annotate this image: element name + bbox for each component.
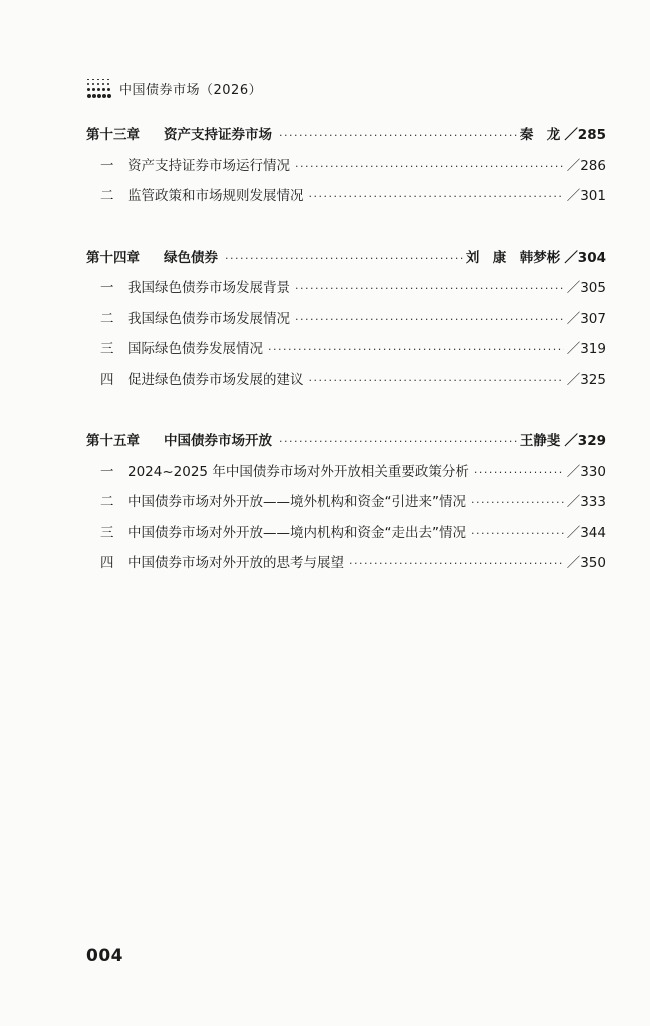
item-number: 一: [100, 280, 114, 296]
item-page: ／307: [566, 310, 606, 327]
dot-leader: [295, 274, 564, 305]
item-page: ／286: [566, 157, 606, 174]
dot-leader: [349, 549, 564, 580]
chapter-page: ／304: [564, 249, 606, 266]
chapter-row[interactable]: [86, 243, 606, 274]
toc-item[interactable]: [86, 181, 606, 212]
chapter-13: [86, 120, 606, 212]
toc-item[interactable]: [86, 304, 606, 335]
item-page: ／344: [566, 524, 606, 541]
item-number: 一: [100, 157, 114, 174]
item-page: ／325: [566, 371, 606, 388]
chapter-author: 王静斐: [519, 433, 561, 449]
item-number: 二: [100, 310, 114, 327]
item-number: 一: [100, 463, 114, 480]
item-number: 四: [100, 371, 114, 388]
dot-leader: [471, 488, 564, 519]
dot-leader: [471, 519, 564, 550]
item-page: ／319: [566, 341, 606, 357]
book-title: 中国债券市场（2026）: [119, 82, 263, 98]
item-title: 我国绿色债券市场发展背景: [128, 280, 290, 296]
item-title: 资产支持证券市场运行情况: [128, 157, 290, 174]
chapter-number: 第十五章: [86, 433, 140, 449]
toc-item[interactable]: [86, 365, 606, 396]
item-number: 三: [100, 524, 114, 541]
item-title: 监管政策和市场规则发展情况: [128, 188, 304, 204]
chapter-number: 第十三章: [86, 127, 140, 143]
item-page: ／333: [566, 494, 606, 510]
item-title: 我国绿色债券市场发展情况: [128, 310, 290, 327]
chapter-row[interactable]: [86, 426, 606, 457]
toc-item[interactable]: [86, 487, 606, 518]
item-page: ／350: [566, 555, 606, 571]
item-title: 促进绿色债券市场发展的建议: [128, 371, 304, 388]
page-number: 004: [86, 946, 123, 966]
toc-item[interactable]: [86, 334, 606, 365]
toc-item[interactable]: [86, 273, 606, 304]
chapter-title: 绿色债券: [164, 249, 218, 266]
toc-item[interactable]: [86, 518, 606, 549]
dot-leader: [474, 458, 564, 489]
running-header: [86, 70, 262, 106]
item-number: 四: [100, 555, 114, 571]
chapter-page: ／329: [564, 433, 606, 449]
chapter-title: 中国债券市场开放: [164, 433, 272, 449]
table-of-contents: [86, 120, 606, 610]
chapter-author: 刘 康 韩梦彬: [465, 249, 561, 266]
dot-grid-icon: [86, 78, 111, 99]
toc-item[interactable]: [86, 457, 606, 488]
item-page: ／330: [566, 463, 606, 480]
item-title: 中国债券市场对外开放——境外机构和资金“引进来”情况: [128, 494, 466, 510]
dot-leader: [279, 121, 517, 152]
dot-leader: [309, 366, 564, 397]
item-number: 二: [100, 188, 114, 204]
item-title: 2024~2025 年中国债券市场对外开放相关重要政策分析: [128, 463, 469, 480]
dot-leader: [279, 427, 517, 458]
toc-item[interactable]: [86, 151, 606, 182]
dot-leader: [225, 244, 463, 275]
item-page: ／301: [566, 188, 606, 204]
chapter-14: [86, 243, 606, 396]
item-number: 三: [100, 341, 114, 357]
chapter-author: 秦 龙: [519, 127, 561, 143]
dot-leader: [295, 305, 564, 336]
item-number: 二: [100, 494, 114, 510]
dot-leader: [309, 182, 564, 213]
item-title: 中国债券市场对外开放——境内机构和资金“走出去”情况: [128, 524, 466, 541]
toc-item[interactable]: [86, 548, 606, 579]
item-page: ／305: [566, 280, 606, 296]
chapter-page: ／285: [564, 127, 606, 143]
chapter-number: 第十四章: [86, 249, 140, 266]
item-title: 国际绿色债券发展情况: [128, 341, 263, 357]
dot-leader: [268, 335, 564, 366]
chapter-row[interactable]: [86, 120, 606, 151]
chapter-15: [86, 426, 606, 579]
chapter-title: 资产支持证券市场: [164, 127, 272, 143]
item-title: 中国债券市场对外开放的思考与展望: [128, 555, 344, 571]
dot-leader: [295, 152, 564, 183]
